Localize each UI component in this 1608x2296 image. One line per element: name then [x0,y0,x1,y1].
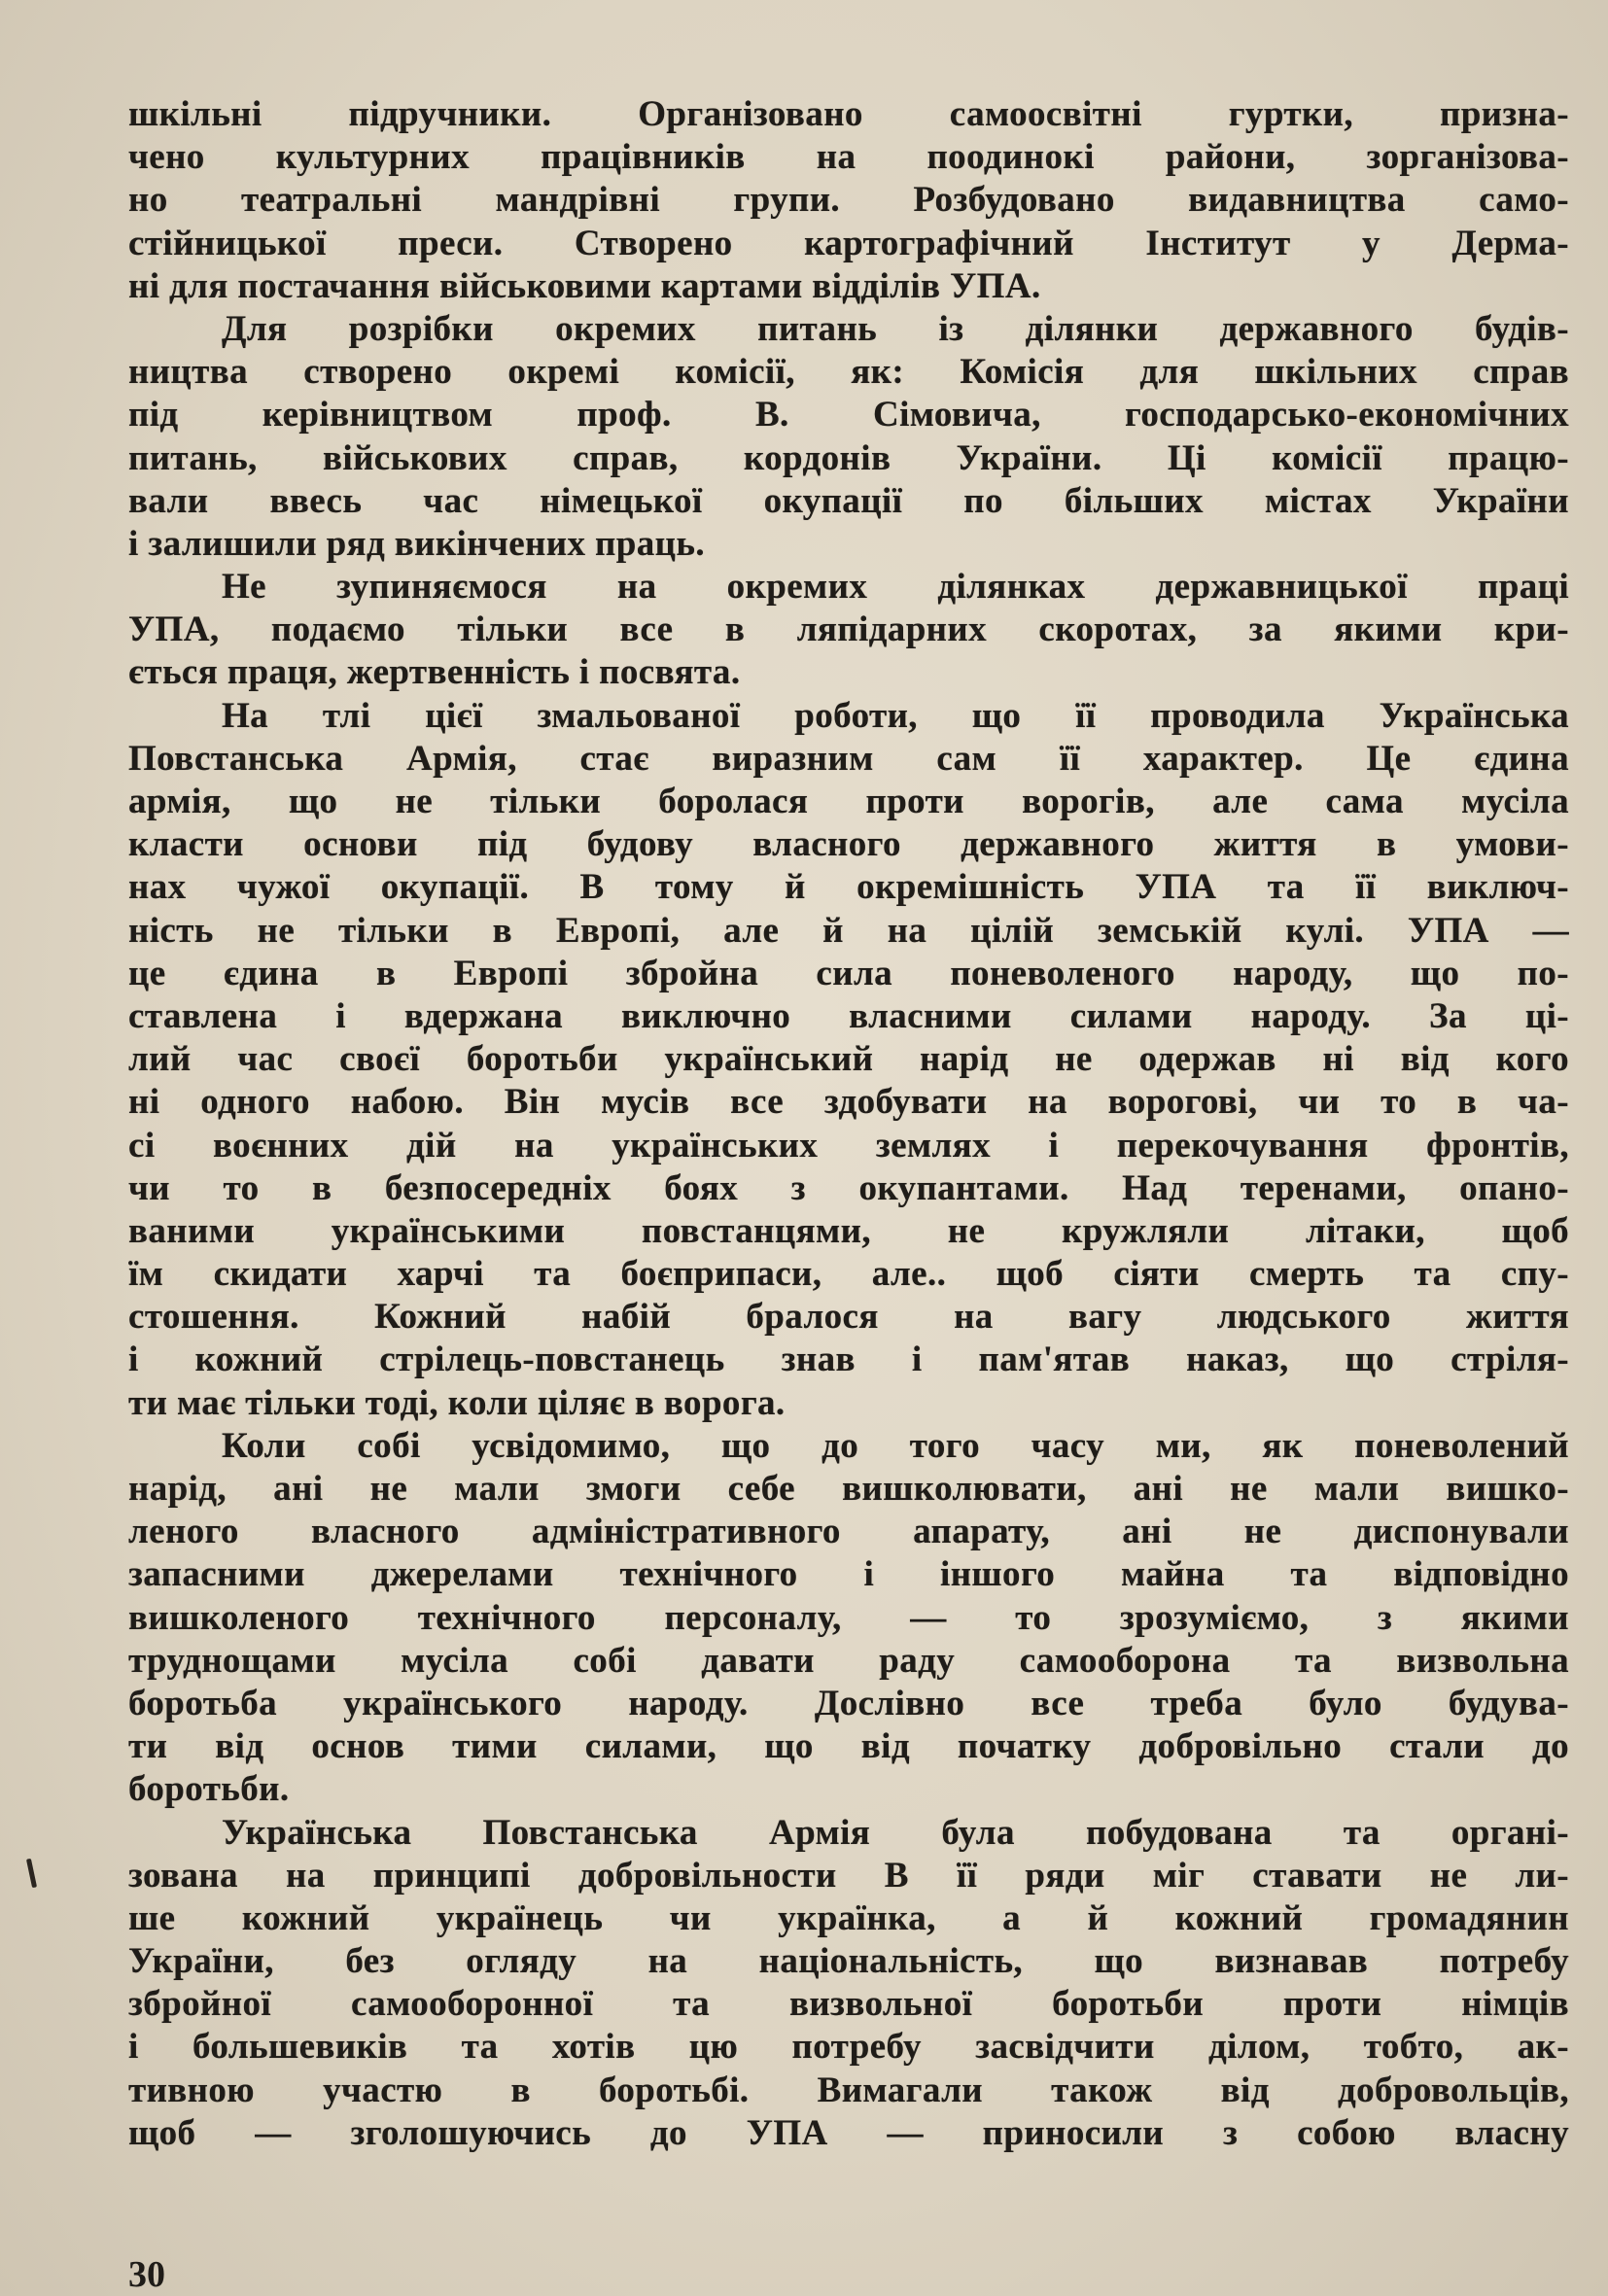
text-line: Коли собі усвідомимо, що до того часу ми, як поневолений [222,1425,1569,1466]
text-line: класти основи під будову власного державного життя в умови- [128,824,1569,865]
text-line: і залишили ряд викінчених праць. [128,523,705,564]
text-line: ні для постачання військовими картами відділів УПА. [128,265,1041,306]
text-line: тивною участю в боротьбі. Вимагали також від добровольців, [128,2070,1569,2110]
text-line: нарід, ані не мали змоги себе вишколювати, ані не мали вишко- [128,1469,1569,1509]
text-line: їм скидати харчі та боєприпаси, але.. щоб сіяти смерть та спу- [128,1254,1569,1295]
text-line: ше кожний українець чи українка, а й кожний громадянин [128,1897,1569,1938]
text-line: боротьби. [128,1769,290,1810]
text-line: питань, військових справ, кордонів України. Ці комісії працю- [128,437,1569,478]
text-line: це єдина в Европі збройна сила поневоленого народу, що по- [128,953,1569,993]
text-line: но театральні мандрівні групи. Розбудовано видавництва само- [128,180,1569,221]
text-line: леного власного адміністративного апарату, ані не диспонували [128,1512,1569,1552]
text-line: стійницької преси. Створено картографічний Інститут у Дерма- [128,223,1569,263]
text-line: запасними джерелами технічного і іншого майна та відповідно [128,1554,1569,1595]
text-line: шкільні підручники. Організовано самоосвітні гуртки, призна- [128,94,1569,134]
text-line: сі воєнних дій на українських землях і перекочування фронтів, [128,1125,1569,1165]
body-text [128,93,1569,2155]
text-line: Українська Повстанська Армія була побудована та органі- [222,1812,1569,1853]
text-line: стошення. Кожний набій бралося на вагу людського життя [128,1297,1569,1338]
text-line: України, без огляду на національність, що визнавав потребу [128,1941,1569,1982]
text-line: боротьба українського народу. Дослівно все треба було будува- [128,1683,1569,1723]
text-line: ти має тільки тоді, коли ціляє в ворога. [128,1382,786,1423]
text-line: УПА, подаємо тільки все в ляпідарних скоротах, за якими кри- [128,609,1569,650]
text-line: труднощами мусіла собі давати раду самооборона та визвольна [128,1640,1569,1681]
text-line: чи то в безпосередніх боях з окупантами. Над теренами, опано- [128,1167,1569,1208]
text-line: чено культурних працівників на поодинокі райони, зорганізова- [128,137,1569,178]
text-line: ництва створено окремі комісії, як: Комісія для шкільних справ [128,352,1569,393]
text-line: ні одного набою. Він мусів все здобувати на ворогові, чи то в ча- [128,1082,1569,1123]
page-number: 30 [128,2254,165,2295]
text-line: ність не тільки в Европі, але й на цілій земській кулі. УПА — [128,910,1569,951]
text-line: і кожний стрілець-повстанець знав і пам'ятав наказ, що стріля- [128,1339,1569,1380]
text-line: ти від основ тими силами, що від початку добровільно стали до [128,1726,1569,1767]
text-line: під керівництвом проф. В. Сімовича, господарсько-економічних [128,395,1569,435]
text-line: нах чужої окупації. В тому й окремішність УПА та її виключ- [128,867,1569,908]
text-line: Повстанська Армія, стає виразним сам її характер. Це єдина [128,738,1569,779]
margin-mark [26,1859,37,1888]
text-line: На тлі цієї змальованої роботи, що її проводила Українська [222,695,1569,736]
text-line: щоб — зголошуючись до УПА — приносили з собою власну [128,2112,1569,2153]
text-line: армія, що не тільки боролася проти ворогів, але сама мусіла [128,782,1569,821]
text-line: і большевиків та хотів цю потребу засвідчити ділом, тобто, ак- [128,2027,1569,2068]
text-line: Для розрібки окремих питань із ділянки державного будів- [222,308,1569,349]
text-line: Не зупиняємося на окремих ділянках державницької праці [222,567,1569,608]
text-line: ставлена і вдержана виключно власними силами народу. За ці- [128,995,1569,1036]
text-line: збройної самооборонної та визвольної боротьби проти німців [128,1984,1569,2025]
text-line: зована на принципі добровільности В її ряди міг ставати не ли- [128,1855,1569,1896]
text-line: ваними українськими повстанцями, не кружляли літаки, щоб [128,1210,1569,1251]
text-line: ється праця, жертвенність і посвята. [128,652,741,693]
text-line: лий час своєї боротьби український нарід не одержав ні від кого [128,1039,1569,1080]
text-line: вишколеного технічного персоналу, — то зрозуміємо, з якими [128,1597,1569,1638]
text-line: вали ввесь час німецької окупації по більших містах України [128,480,1569,521]
